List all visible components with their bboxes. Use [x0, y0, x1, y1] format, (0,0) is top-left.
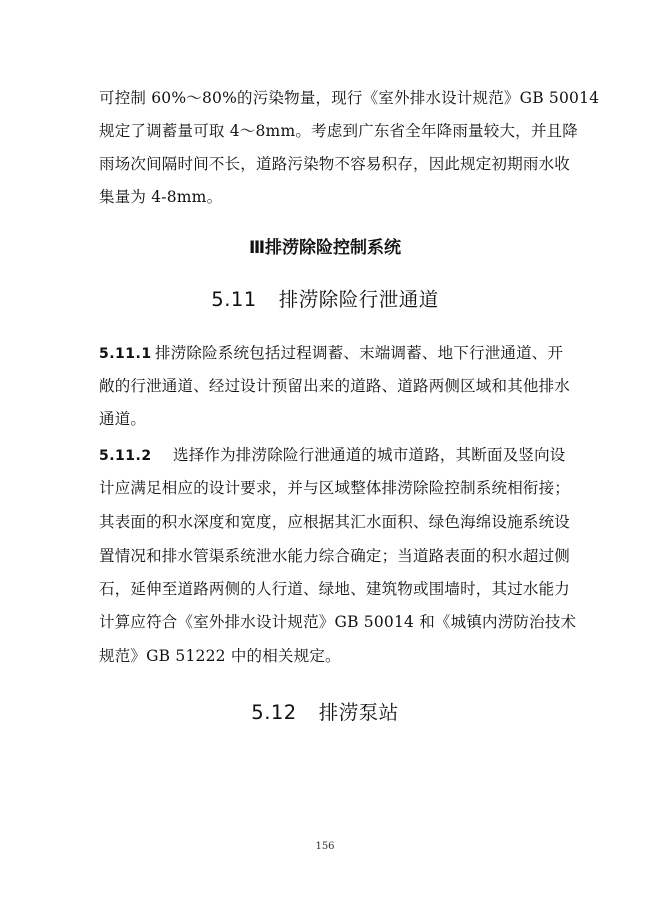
section-5-11-heading	[0, 290, 650, 310]
clause-5-11-2-line-6: 计算应符合《室外排水设计规范》GB 50014 和《城镇内涝防治技术	[99, 613, 577, 631]
section-title: 排涝泵站	[318, 701, 399, 724]
section-5-12-heading	[0, 703, 650, 723]
clause-5-11-2-line-3: 其表面的积水深度和宽度，应根据其汇水面积、绿色海绵设施系统设	[99, 513, 571, 531]
clause-5-11-2-line-7: 规范》GB 51222 中的相关规定。	[99, 647, 341, 665]
section-title: 排涝除险行泄通道	[278, 288, 439, 311]
intro-line-3: 雨场次间隔时间不长，道路污染物不容易积存，因此规定初期雨水收	[99, 155, 571, 173]
clause-number: 5.11.1	[99, 346, 152, 362]
page-number: 156	[315, 841, 335, 852]
clause-text: 选择作为排涝除险行泄通道的城市道路，其断面及竖向设	[173, 446, 566, 464]
clause-number: 5.11.2	[99, 448, 152, 464]
clause-5-11-1-line-1	[99, 344, 564, 362]
section-number: 5.11	[211, 288, 257, 311]
intro-line-1: 可控制 60%～80%的污染物量，现行《室外排水设计规范》GB 50014	[99, 89, 600, 107]
clause-5-11-1-line-3: 通道。	[99, 410, 147, 428]
clause-5-11-1-line-2: 敞的行泄通道、经过设计预留出来的道路、道路两侧区域和其他排水	[99, 377, 571, 395]
clause-5-11-2-line-4: 置情况和排水管渠系统泄水能力综合确定；当道路表面的积水超过侧	[99, 547, 571, 565]
intro-line-2: 规定了调蓄量可取 4～8mm。考虑到广东省全年降雨量较大，并且降	[99, 122, 578, 140]
clause-5-11-2-line-1	[99, 446, 566, 464]
part-title: Ⅲ排涝除险控制系统	[248, 238, 402, 258]
intro-line-4: 集量为 4-8mm。	[99, 188, 223, 206]
clause-5-11-2-line-2: 计应满足相应的设计要求，并与区域整体排涝除险控制系统相衔接；	[99, 479, 571, 497]
section-number: 5.12	[251, 701, 297, 724]
clause-5-11-2-line-5: 石，延伸至道路两侧的人行道、绿地、建筑物或围墙时，其过水能力	[99, 580, 571, 598]
clause-text: 排涝除险系统包括过程调蓄、末端调蓄、地下行泄通道、开	[155, 344, 564, 362]
